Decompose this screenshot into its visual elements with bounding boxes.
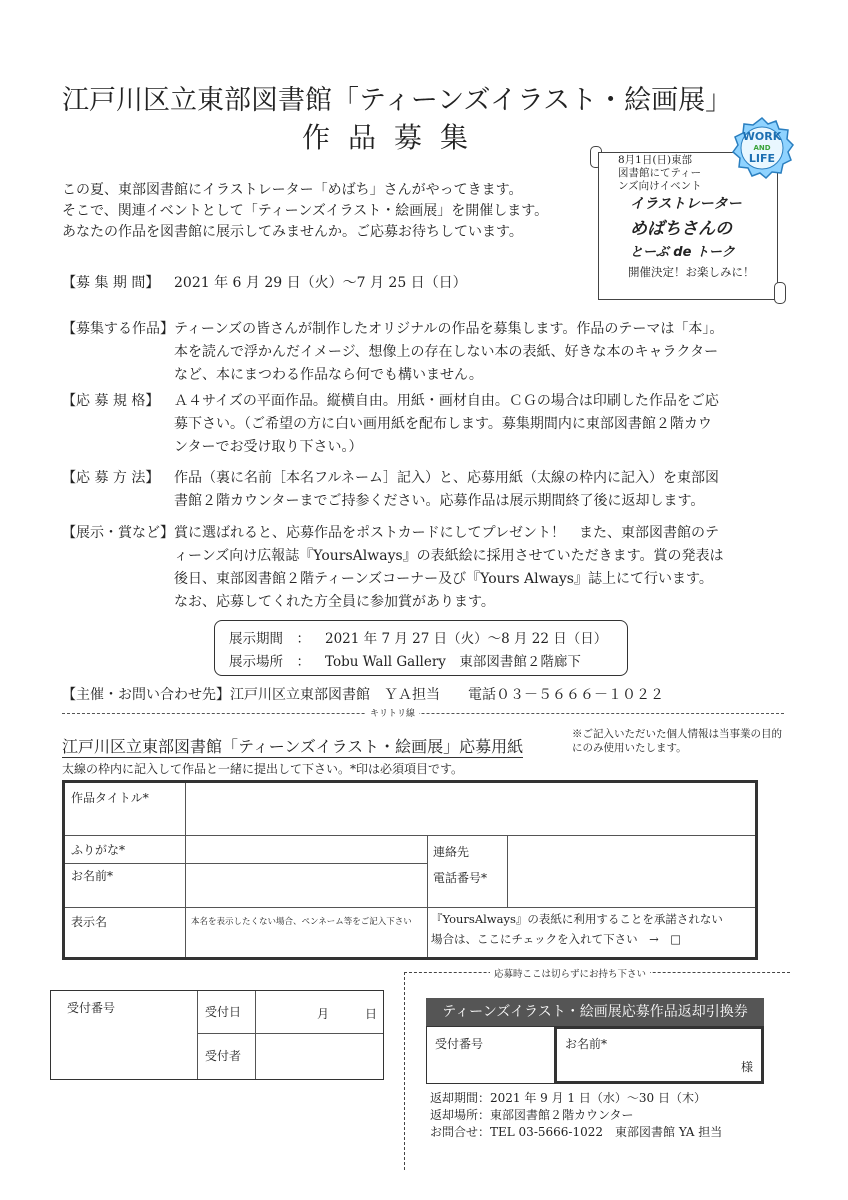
page-subtitle: 作品募集	[302, 121, 487, 154]
section-text: 募下さい。（ご希望の方に白い画用紙を配布します。募集期間内に東部図書館２階カウ	[174, 416, 712, 432]
name-label: お名前*	[71, 869, 114, 883]
phone-input[interactable]	[511, 839, 751, 903]
reception-box	[50, 990, 384, 1080]
section-text: ティーンズの皆さんが制作したオリジナルの作品を募集します。作品のテーマは「本」。	[174, 321, 724, 337]
section-text: Ａ４サイズの平面作品。縦横自由。用紙・画材自由。ＣＧの場合は印刷した作品をご応	[174, 393, 719, 409]
application-form-grid	[62, 780, 758, 960]
form-instruction: 太線の枠内に記入して作品と一緒に提出して下さい。*印は必須項目です。	[62, 762, 464, 776]
event-headline: とーぶ de トーク	[630, 245, 735, 260]
section-text: ィーンズ向け広報誌『YoursAlways』の表紙絵に採用させていただきます。賞の発表は	[174, 548, 724, 564]
reception-month: 月	[317, 1007, 330, 1021]
ticket-cut-line-vertical	[404, 972, 405, 1170]
exhibit-period-label: 展示期間 ：	[229, 631, 310, 647]
section-text: ンターでお受け取り下さい。）	[174, 439, 363, 455]
section-label: 【募集する作品】	[62, 321, 174, 337]
ticket-footer	[430, 1090, 722, 1141]
section-text: 作品（裏に名前［本名フルネーム］記入）と、応募用紙（太線の枠内に記入）を東部図	[174, 470, 720, 486]
ticket-footer-line: 返却期間：2021 年 9 月 1 日（水）～30 日（木）	[430, 1091, 706, 1105]
exhibit-info-box	[214, 620, 628, 676]
page-title: 江戸川区立東部図書館「ティーンズイラスト・絵画展」	[62, 85, 733, 116]
event-footer: 開催決定！お楽しみに！	[628, 265, 755, 279]
reception-staff-label: 受付者	[205, 1049, 242, 1063]
ticket-name-box[interactable]	[554, 1026, 764, 1084]
phone-label: 電話番号*	[433, 871, 488, 885]
intro-line: あなたの作品を図書館に展示してみませんか。ご応募お待ちしています。	[62, 224, 523, 240]
section-text: 2021 年 6 月 29 日（火）～7 月 25 日（日）	[174, 275, 467, 291]
work-title-label: 作品タイトル*	[71, 791, 149, 805]
consent-checkbox[interactable]: 場合は、ここにチェックを入れて下さい → □	[431, 932, 682, 946]
section-text: 本を読んで浮かんだイメージ、想像上の存在しない本の表紙、好きな本のキャラクター	[174, 344, 719, 360]
ticket-number-label: 受付番号	[435, 1037, 484, 1051]
ticket-header: ティーンズイラスト・絵画展応募作品返却引換券	[426, 998, 764, 1026]
svg-text:AND: AND	[753, 144, 771, 152]
name-input[interactable]	[189, 867, 423, 903]
contact-info: 【主催・お問い合わせ先】江戸川区立東部図書館 ＹＡ担当 電話０３－５６６６－１０２２	[62, 687, 664, 703]
cut-line-label: キリトリ線	[366, 706, 419, 719]
work-title-input[interactable]	[189, 787, 751, 831]
form-title: 江戸川区立東部図書館「ティーンズイラスト・絵画展」応募用紙	[62, 734, 523, 758]
display-name-input[interactable]	[189, 931, 423, 953]
ticket-sama: 様	[740, 1060, 753, 1074]
reception-number-label: 受付番号	[67, 1001, 116, 1015]
exhibit-place-value: Tobu Wall Gallery 東部図書館２階廊下	[325, 654, 581, 670]
ticket-notice: 応募時ここは切らずにお持ち下さい	[490, 966, 650, 980]
section-label: 【応 募 方 法】	[62, 470, 160, 486]
section-text: 書館２階カウンターまでご持参ください。応募作品は展示期間終了後に返却します。	[174, 493, 705, 509]
exhibit-place-label: 展示場所 ：	[229, 654, 310, 670]
cut-line	[62, 713, 784, 714]
section-text: 賞に選ばれると、応募作品をポストカードにしてプレゼント！ また、東部図書館のテ	[174, 525, 720, 541]
reception-date-label: 受付日	[205, 1005, 242, 1019]
ticket-footer-line: お問合せ：TEL 03-5666-1022 東部図書館 YA 担当	[430, 1125, 723, 1139]
svg-text:LIFE: LIFE	[748, 152, 776, 165]
reception-day: 日	[365, 1007, 378, 1021]
section-label: 【展示・賞など】	[62, 525, 174, 541]
exhibit-period-value: 2021 年 7 月 27 日（火）～8 月 22 日（日）	[325, 631, 608, 647]
event-headline: めばちさんの	[630, 219, 732, 239]
furigana-label: ふりがな*	[71, 843, 126, 857]
display-name-label: 表示名	[71, 915, 108, 929]
event-date-text: 8月1日(日)東部 図書館にてティー ンズ向けイベント	[618, 154, 702, 192]
section-text: なお、応募してくれた方全員に参加賞があります。	[174, 594, 495, 610]
section-label: 【募 集 期 間】	[62, 275, 160, 291]
ticket-name-label: お名前*	[565, 1037, 608, 1051]
privacy-note: ※ご記入いただいた個人情報は当事業の目的にのみ使用いたします。	[572, 728, 782, 754]
furigana-input[interactable]	[189, 839, 423, 861]
work-and-life-logo-icon	[730, 116, 794, 180]
contact-label: 連絡先	[433, 845, 470, 859]
intro-line: そこで、関連イベントとして「ティーンズイラスト・絵画展」を開催します。	[62, 203, 549, 219]
section-label: 【応 募 規 格】	[62, 393, 160, 409]
event-headline: イラストレーター	[630, 196, 742, 212]
display-name-hint: 本名を表示したくない場合、ペンネーム等をご記入下さい	[191, 917, 412, 927]
intro-text	[62, 180, 582, 243]
consent-text: 『YoursAlways』の表紙に利用することを承諾されない	[431, 912, 723, 926]
section-text: など、本にまつわる作品なら何でも構いません。	[174, 367, 483, 383]
svg-text:WORK: WORK	[742, 130, 782, 143]
section-text: 後日、東部図書館２階ティーンズコーナー及び『Yours Always』誌上にて行います。	[174, 571, 713, 587]
ticket-footer-line: 返却場所：東部図書館２階カウンター	[430, 1108, 634, 1122]
intro-line: この夏、東部図書館にイラストレーター「めばち」さんがやってきます。	[62, 182, 523, 198]
